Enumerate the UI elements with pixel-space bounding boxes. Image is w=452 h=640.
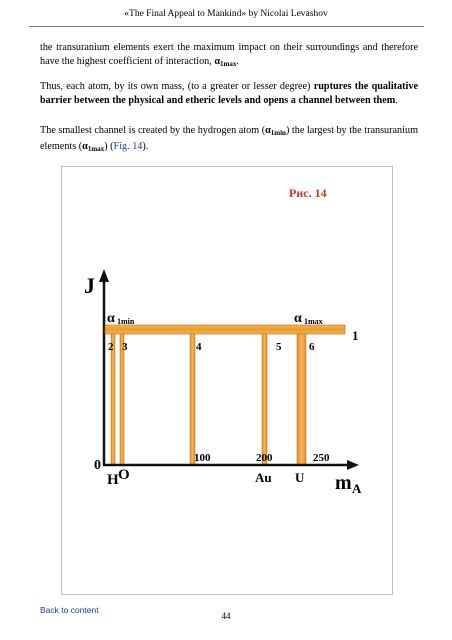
paragraph-3-text-a: The smallest channel is created by the hydrogen atom ( (40, 125, 266, 136)
paragraph-1-text: the transuranium elements exert the maximum impact on their surroundings and therefore have the highest coefficient of interaction, (40, 42, 418, 68)
alpha-symbol: α (265, 125, 271, 136)
page-number: 44 (221, 611, 231, 621)
x-axis-label: m (335, 472, 352, 494)
figure-caption: Рис. 14 (289, 186, 327, 200)
alpha-min-symbol: α (107, 311, 115, 326)
channel-column-4 (190, 334, 195, 465)
channel-column-6 (297, 334, 306, 465)
channel-diagram (67, 172, 386, 588)
origin-label: 0 (94, 458, 101, 473)
paragraph-2 (40, 80, 418, 108)
tick-100: 100 (194, 452, 211, 464)
alpha-symbol: α (214, 56, 221, 68)
channel-label-3: 3 (122, 341, 128, 353)
back-to-content-link[interactable]: Back to content (40, 605, 99, 615)
alpha-min-subscript: 1min (117, 317, 135, 326)
tick-250: 250 (313, 452, 330, 464)
x-axis-arrow (347, 460, 359, 470)
y-axis-label: J (84, 273, 95, 298)
figure-link[interactable]: Fig. 14 (113, 141, 143, 153)
alpha-subscript: 1min (270, 129, 286, 137)
channel-label-2: 2 (108, 341, 114, 353)
tick-200: 200 (256, 452, 273, 464)
running-header: «The Final Appeal to Mankind» by Nicolai Levashov (124, 9, 328, 19)
channel-column-3 (120, 334, 124, 465)
paragraph-2-bold: ruptures the qualitative barrier between the physical and etheric levels and opens a channel between them (40, 81, 418, 107)
figure-14 (67, 172, 386, 588)
element-o: O (118, 467, 130, 483)
paragraph-3-text-c: ) ( (104, 141, 114, 153)
element-au: Au (255, 470, 272, 485)
paragraph-2-text: Thus, each atom, by its own mass, (to a greater or lesser degree) (40, 81, 311, 92)
alpha-subscript: 1max (220, 60, 237, 69)
alpha-subscript: 1max (87, 145, 105, 154)
channel-label-5: 5 (276, 341, 282, 353)
element-u: U (295, 470, 305, 485)
paragraph-2-end: . (395, 95, 398, 107)
channel-bar (105, 325, 345, 334)
channel-column-5 (262, 334, 267, 465)
alpha-max-subscript: 1max (304, 317, 323, 326)
bar-label: 1 (352, 328, 359, 343)
channel-column-2 (111, 334, 115, 465)
alpha-symbol: α (82, 141, 88, 153)
paragraph-3 (40, 124, 418, 156)
header-rule (29, 26, 424, 27)
y-axis-arrow (99, 269, 109, 282)
paragraph-1-end: . (236, 56, 239, 68)
element-h: H (107, 472, 119, 488)
paragraph-3-text-b: ) the largest by the transuranium elements ( (40, 125, 418, 153)
x-axis-label-subscript: A (352, 481, 362, 496)
channel-label-4: 4 (196, 341, 202, 353)
channel-label-6: 6 (309, 341, 315, 353)
paragraph-3-end: ). (142, 141, 149, 153)
alpha-max-symbol: α (294, 311, 302, 326)
figure-frame (61, 166, 393, 595)
paragraph-1 (40, 41, 418, 71)
